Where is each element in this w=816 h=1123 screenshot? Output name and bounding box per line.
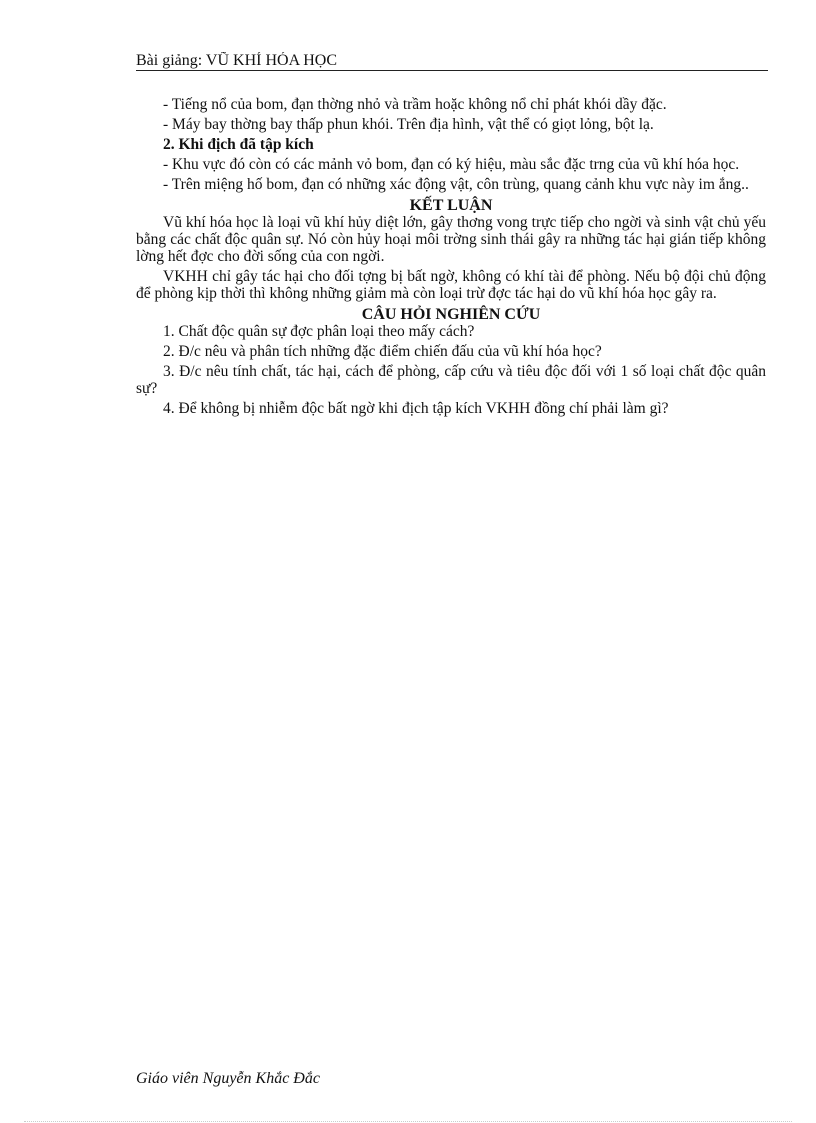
section-title-conclusion: KẾT LUẬN (409, 197, 493, 214)
question-4: 4. Để không bị nhiễm độc bất ngờ khi địch tập kích VKHH đồng chí phải làm gì? (163, 400, 669, 417)
paragraph-bomb-sound: - Tiếng nổ của bom, đạn thờng nhỏ và trầm hoặc không nổ chỉ phát khói dầy đặc. (163, 96, 667, 113)
question-1: 1. Chất độc quân sự đợc phân loại theo mấy cách? (163, 323, 475, 340)
page-footer: Giáo viên Nguyễn Khắc Đắc (136, 1070, 320, 1087)
subheading-after-attack: 2. Khi địch đã tập kích (163, 136, 314, 153)
paragraph-aircraft-smoke: - Máy bay thờng bay thấp phun khói. Trên địa hình, vật thể có giọt lỏng, bột lạ. (163, 116, 654, 133)
question-2: 2. Đ/c nêu và phân tích những đặc điểm chiến đấu của vũ khí hóa học? (163, 343, 602, 360)
page-content (136, 96, 766, 420)
page-header: Bài giảng: VŨ KHÍ HÓA HỌC (136, 52, 768, 71)
section-title-study-questions: CÂU HỎI NGHIÊN CỨU (361, 306, 541, 323)
paragraph-animal-carcasses: - Trên miệng hố bom, đạn có những xác động vật, côn trùng, quang cảnh khu vực này im ắng.. (163, 176, 749, 193)
page-bottom-edge (24, 1121, 792, 1122)
paragraph-conclusion-1: Vũ khí hóa học là loại vũ khí hủy diệt lớn, gây thơng vong trực tiếp cho ngời và sinh vật chủ yếu bằng các chất độc quân sự. Nó còn hủy hoại môi trờng sinh thái gây ra những tác hại gián tiếp không lờng hết đợc cho đời sống của con ngời. (136, 214, 766, 265)
question-3: 3. Đ/c nêu tính chất, tác hại, cách để phòng, cấp cứu và tiêu độc đối với 1 số loại chất độc quân sự? (136, 363, 766, 397)
paragraph-shell-fragments: - Khu vực đó còn có các mảnh vỏ bom, đạn có ký hiệu, màu sắc đặc trng của vũ khí hóa học. (163, 156, 740, 173)
paragraph-conclusion-2: VKHH chỉ gây tác hại cho đối tợng bị bất ngờ, không có khí tài để phòng. Nếu bộ đội chủ động để phòng kịp thời thì không những giảm mà còn loại trừ đợc tác hại do vũ khí hóa học gây ra. (136, 268, 766, 302)
